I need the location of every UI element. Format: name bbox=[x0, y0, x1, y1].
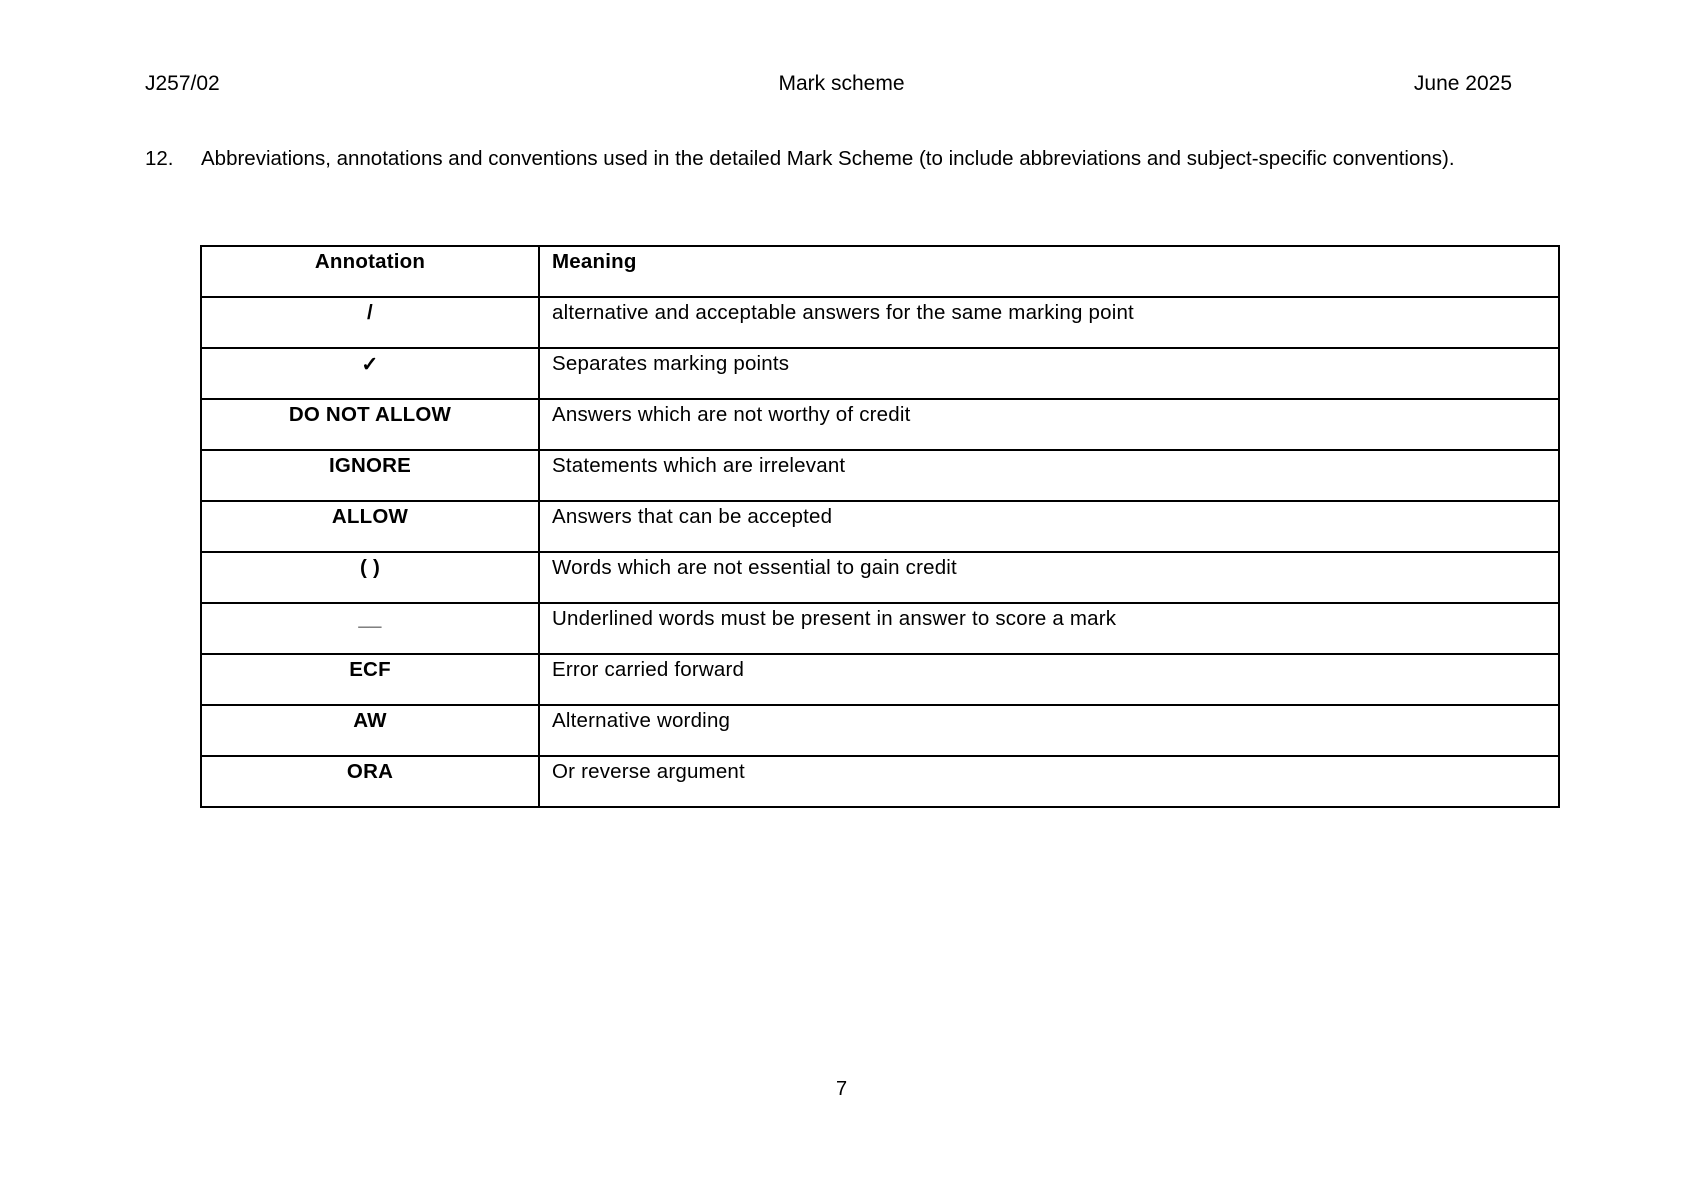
annotation-cell: IGNORE bbox=[201, 450, 539, 501]
meaning-cell: Error carried forward bbox=[539, 654, 1559, 705]
table-row bbox=[201, 348, 1559, 399]
table-row bbox=[201, 654, 1559, 705]
annotation-cell: / bbox=[201, 297, 539, 348]
annotation-cell: ECF bbox=[201, 654, 539, 705]
meaning-cell: Statements which are irrelevant bbox=[539, 450, 1559, 501]
paper-code: J257/02 bbox=[145, 72, 220, 95]
annotation-cell: ✓ bbox=[201, 348, 539, 399]
meaning-cell: Answers which are not worthy of credit bbox=[539, 399, 1559, 450]
table-row bbox=[201, 297, 1559, 348]
meaning-cell: alternative and acceptable answers for the same marking point bbox=[539, 297, 1559, 348]
table-row bbox=[201, 705, 1559, 756]
table-row bbox=[201, 756, 1559, 807]
annotation-cell: AW bbox=[201, 705, 539, 756]
annotation-cell: __ bbox=[201, 603, 539, 654]
meaning-cell: Answers that can be accepted bbox=[539, 501, 1559, 552]
meaning-cell: Or reverse argument bbox=[539, 756, 1559, 807]
header-annotation: Annotation bbox=[201, 246, 539, 297]
table-row bbox=[201, 501, 1559, 552]
annotations-table bbox=[200, 245, 1560, 808]
document-title: Mark scheme bbox=[778, 72, 905, 95]
page-number: 7 bbox=[835, 1078, 848, 1100]
table-row bbox=[201, 552, 1559, 603]
annotation-cell: ALLOW bbox=[201, 501, 539, 552]
section-text: Abbreviations, annotations and conventions used in the detailed Mark Scheme (to include abbreviations and subject-specific conventions). bbox=[201, 147, 1455, 170]
table-row bbox=[201, 450, 1559, 501]
meaning-cell: Underlined words must be present in answer to score a mark bbox=[539, 603, 1559, 654]
table-row bbox=[201, 399, 1559, 450]
annotation-cell: ORA bbox=[201, 756, 539, 807]
meaning-cell: Alternative wording bbox=[539, 705, 1559, 756]
annotation-cell: ( ) bbox=[201, 552, 539, 603]
table-row bbox=[201, 603, 1559, 654]
header-meaning: Meaning bbox=[539, 246, 1559, 297]
document-date: June 2025 bbox=[1413, 72, 1512, 95]
meaning-cell: Separates marking points bbox=[539, 348, 1559, 399]
table-header-row bbox=[201, 246, 1559, 297]
section-number: 12. bbox=[145, 147, 174, 170]
meaning-cell: Words which are not essential to gain credit bbox=[539, 552, 1559, 603]
annotation-cell: DO NOT ALLOW bbox=[201, 399, 539, 450]
